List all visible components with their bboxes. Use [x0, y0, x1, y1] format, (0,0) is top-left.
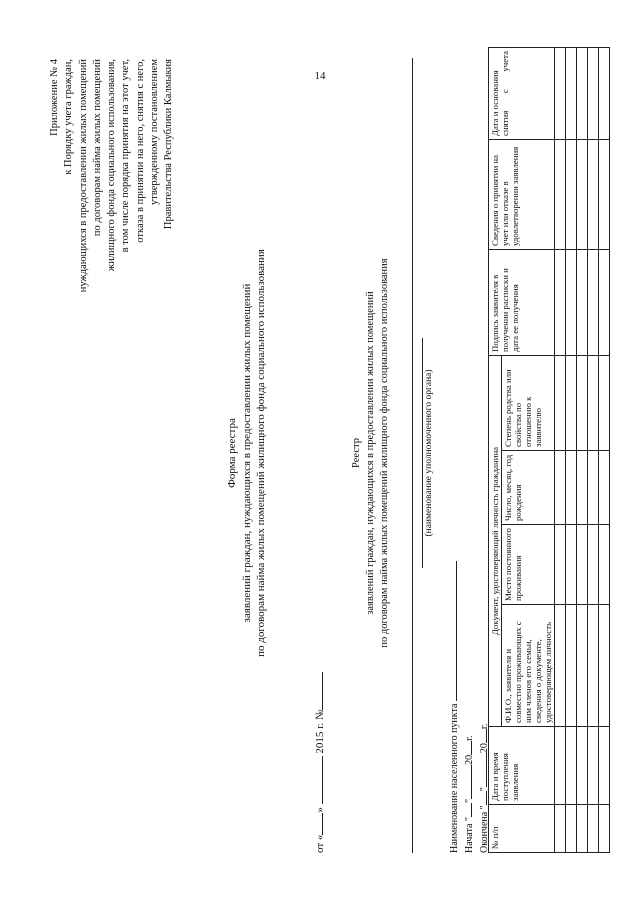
settlement-name-row: Наименование населенного пункта	[446, 561, 461, 853]
appendix-line: к Порядку учета граждан,	[63, 58, 75, 175]
table-row	[577, 47, 588, 852]
header-identity-document-group: Документ, удостоверяющий личность гражданина	[489, 355, 502, 726]
authority-name-blank	[422, 23, 423, 883]
divider-line	[412, 58, 413, 853]
header-received-date: Дата и время поступления заявления	[489, 726, 555, 804]
table-row	[588, 47, 599, 852]
header-registration-decision: Сведения о принятии на учет или отказе в удовлетворении заявления	[489, 139, 555, 249]
header-full-name: Ф.И.О., заявителя и совместно проживающих с ним членов его семьи, сведения о документе, удостоверяющем личность	[502, 604, 555, 726]
appendix-line: жилищного фонда социального использования,	[106, 58, 118, 271]
header-removal-date: Дата и основания снятия с учета	[489, 47, 555, 139]
table-row	[599, 47, 610, 852]
appendix-line: по договорам найма жилых помещений	[91, 58, 103, 236]
page-number: 14	[314, 70, 326, 82]
header-applicant-signature: Подпись заявителя в получении расписки и дата ее получения	[489, 249, 555, 355]
authority-caption: (наименование уполномоченного органа)	[424, 368, 434, 537]
header-number: № п/п	[489, 804, 555, 852]
table-row	[566, 47, 577, 852]
date-prefix: от «	[314, 834, 326, 853]
appendix-line: нуждающихся в предоставлении жилых помещений	[77, 58, 89, 292]
registry-table	[488, 47, 610, 853]
form-title-line: по договорам найма жилых помещений жилищного фонда социального использования	[255, 248, 267, 657]
finished-row: Окончена ""20г.	[476, 561, 491, 853]
date-year: 2015 г. №	[314, 709, 326, 754]
settlement-block	[446, 561, 491, 853]
appendix-line: утвержденному постановлением	[149, 58, 161, 205]
header-birth-date: Число, месяц, год рождения	[502, 450, 555, 524]
form-title-line: Форма реестра	[226, 417, 238, 488]
header-kinship: Степень родства или свойства по отношению к заявителю	[502, 355, 555, 450]
register-title	[350, 23, 392, 883]
register-title-line: по договорам найма жилых помещений жилищного фонда социального использования	[379, 257, 390, 648]
day-blank	[312, 812, 323, 834]
appendix-line: Приложение № 4	[49, 58, 60, 136]
table-row	[555, 47, 566, 852]
register-title-line: заявлений граждан, нуждающихся в предоставлении жилых помещений	[365, 290, 376, 615]
appendix-line: Правительства Республики Калмыкия	[163, 58, 175, 229]
appendix-line: отказа в принятии на него, снятия с него,	[134, 58, 146, 243]
appendix-block	[48, 59, 177, 419]
register-title-line: Реестр	[351, 437, 362, 468]
date-mid: »	[314, 806, 326, 813]
form-title	[225, 23, 269, 883]
document-date-line	[312, 671, 326, 852]
month-blank	[312, 756, 323, 804]
started-row: Начата ""20г.	[461, 561, 476, 853]
appendix-line: в том числе порядка принятия на этот учет,	[120, 58, 132, 252]
number-blank	[312, 671, 323, 709]
header-residence: Место постоянного проживания	[502, 524, 555, 604]
form-title-line: заявлений граждан, нуждающихся в предоставлении жилых помещений	[240, 283, 253, 622]
rotated-form-sheet	[20, 23, 620, 883]
